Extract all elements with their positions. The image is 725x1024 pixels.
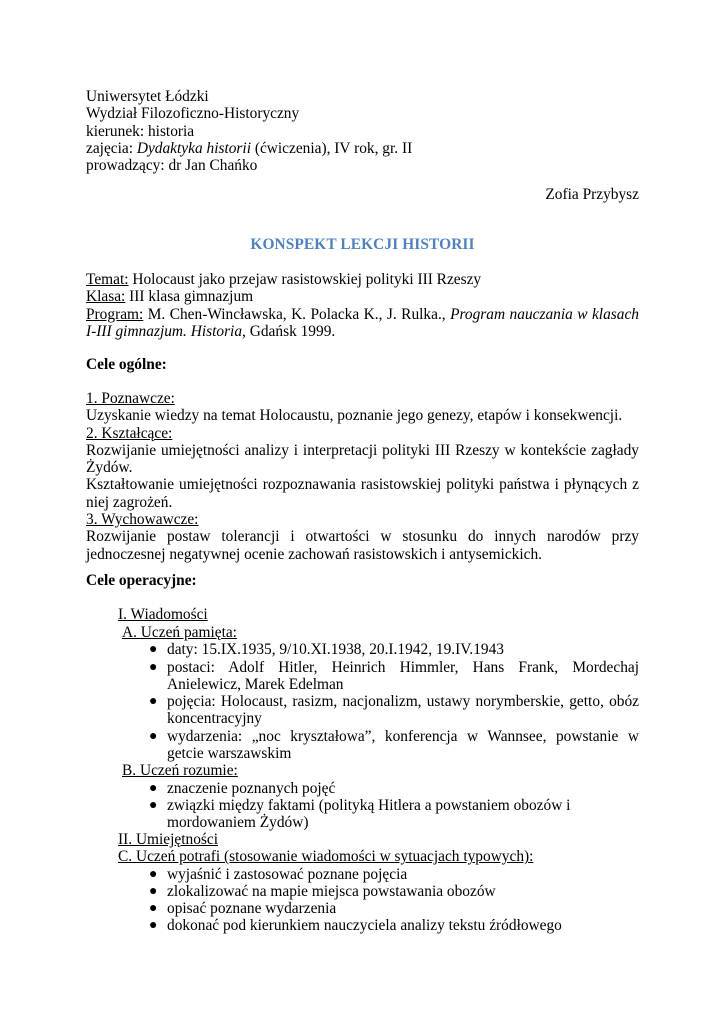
cognitive-label: 1. Poznawcze: bbox=[86, 390, 175, 407]
understands-label-line bbox=[122, 762, 639, 779]
can-label: C. Uczeń potrafi (stosowanie wiadomości w sytuacjach typowych): bbox=[118, 848, 534, 866]
general-goals-heading: Cele ogólne: bbox=[86, 356, 167, 373]
formative-text-1: Rozwijanie umiejętności analizy i interpretacji polityki III Rzeszy w kontekście zagłady Żydów. bbox=[86, 441, 639, 477]
header-block bbox=[86, 88, 639, 174]
bullet-icon: ● bbox=[149, 918, 158, 934]
list-item bbox=[122, 883, 639, 900]
cognitive-text: Uzyskanie wiedzy na temat Holocaustu, poznanie jego genezy, etapów i konsekwencji. bbox=[86, 407, 623, 425]
list-item-text: związki między faktami (polityką Hitlera a powstaniem obozów i mordowaniem Żydów) bbox=[167, 796, 571, 832]
grade-line bbox=[86, 288, 639, 305]
educational-label: 3. Wychowawcze: bbox=[86, 511, 199, 529]
program-tail: , Gdańsk 1999. bbox=[242, 322, 336, 340]
program-plain: M. Chen-Wincławska, K. Polacka K., J. Rulka., bbox=[143, 305, 451, 323]
program-label: Program: bbox=[86, 305, 144, 323]
list-item-text: zlokalizować na mapie miejsca powstawania obozów bbox=[167, 882, 496, 900]
list-item bbox=[122, 641, 639, 658]
university-line: Uniwersytet Łódzki bbox=[86, 88, 209, 105]
list-item bbox=[122, 728, 639, 763]
bullet-icon: ● bbox=[149, 866, 158, 882]
lesson-meta bbox=[86, 271, 639, 340]
document-title: KONSPEKT LEKCJI HISTORII bbox=[250, 236, 475, 253]
list-item-text: dokonać pod kierunkiem nauczyciela analizy tekstu źródłowego bbox=[167, 917, 562, 935]
program-line bbox=[86, 306, 639, 341]
faculty-line: Wydział Filozoficzno-Historyczny bbox=[86, 105, 300, 123]
formative-label: 2. Kształcące: bbox=[86, 424, 173, 442]
program-italic: Program nauczania w klasach I-III gimnazjum. Historia bbox=[86, 305, 639, 340]
teacher-line: prowadzący: dr Jan Chańko bbox=[86, 157, 258, 175]
list-item bbox=[122, 693, 639, 728]
list-item bbox=[122, 866, 639, 883]
understands-list bbox=[122, 780, 639, 832]
general-goals-body bbox=[86, 390, 639, 563]
skills-label-line bbox=[118, 831, 639, 848]
topic-label: Temat: bbox=[86, 271, 129, 288]
can-list bbox=[122, 866, 639, 935]
bullet-icon: ● bbox=[149, 883, 158, 899]
topic-line bbox=[86, 271, 639, 288]
grade-value: III klasa gimnazjum bbox=[125, 288, 254, 306]
knowledge-label-text: I. Wiadomości bbox=[118, 606, 208, 623]
list-item bbox=[122, 797, 639, 832]
list-item-text: pojęcia: Holocaust, rasizm, nacjonalizm, ustawy norymberskie, getto, obóz koncentracyjny bbox=[167, 693, 639, 728]
bullet-icon: ● bbox=[149, 728, 158, 744]
author-name: Zofia Przybysz bbox=[545, 186, 639, 203]
list-item-text: znaczenie poznanych pojęć bbox=[167, 779, 336, 797]
skills-section bbox=[118, 831, 639, 935]
remembers-label: A. Uczeń pamięta: bbox=[122, 624, 237, 641]
educational-text: Rozwijanie postaw tolerancji i otwartości w stosunku do innych narodów przy jednoczesnej negatywnej ocenie zachowań rasistowskich i antysemickich. bbox=[86, 528, 639, 563]
remembers-list bbox=[122, 641, 639, 762]
major-line: kierunek: historia bbox=[86, 122, 195, 140]
list-item bbox=[122, 780, 639, 797]
class-suffix: (ćwiczenia), IV rok, gr. II bbox=[250, 139, 413, 157]
bullet-icon: ● bbox=[149, 659, 158, 675]
remembers-label-line bbox=[122, 624, 639, 641]
formative-text-2: Kształtowanie umiejętności rozpoznawania rasistowskiej polityki państwa i płynących z niej zagrożeń. bbox=[86, 476, 639, 511]
bullet-icon: ● bbox=[149, 694, 158, 710]
operational-goals-heading: Cele operacyjne: bbox=[86, 572, 197, 589]
list-item bbox=[122, 900, 639, 917]
knowledge-label bbox=[118, 606, 639, 623]
class-prefix: zajęcia: bbox=[86, 139, 137, 157]
list-item-text: postaci: Adolf Hitler, Heinrich Himmler, Hans Frank, Mordechaj Anielewicz, Marek Edelman bbox=[167, 658, 639, 693]
bullet-icon: ● bbox=[149, 797, 158, 813]
can-label-line bbox=[118, 848, 639, 865]
bullet-icon: ● bbox=[149, 780, 158, 796]
understands-label: B. Uczeń rozumie: bbox=[122, 762, 238, 780]
remembers-section bbox=[122, 624, 639, 832]
topic-value: Holocaust jako przejaw rasistowskiej polityki III Rzeszy bbox=[128, 271, 482, 288]
list-item bbox=[122, 917, 639, 934]
list-item-text: opisać poznane wydarzenia bbox=[167, 900, 337, 918]
class-line bbox=[86, 140, 639, 157]
bullet-icon: ● bbox=[149, 642, 158, 658]
list-item bbox=[122, 659, 639, 694]
bullet-icon: ● bbox=[149, 901, 158, 917]
list-item-text: wyjaśnić i zastosować poznane pojęcia bbox=[167, 865, 408, 883]
list-item-text: wydarzenia: „noc kryształowa”, konferencja w Wannsee, powstanie w getcie warszawskim bbox=[167, 727, 639, 763]
grade-label: Klasa: bbox=[86, 288, 126, 306]
class-italic: Dydaktyka historii bbox=[136, 139, 251, 157]
list-item-text: daty: 15.IX.1935, 9/10.XI.1938, 20.I.1942, 19.IV.1943 bbox=[167, 641, 505, 659]
skills-label: II. Umiejętności bbox=[118, 831, 219, 848]
